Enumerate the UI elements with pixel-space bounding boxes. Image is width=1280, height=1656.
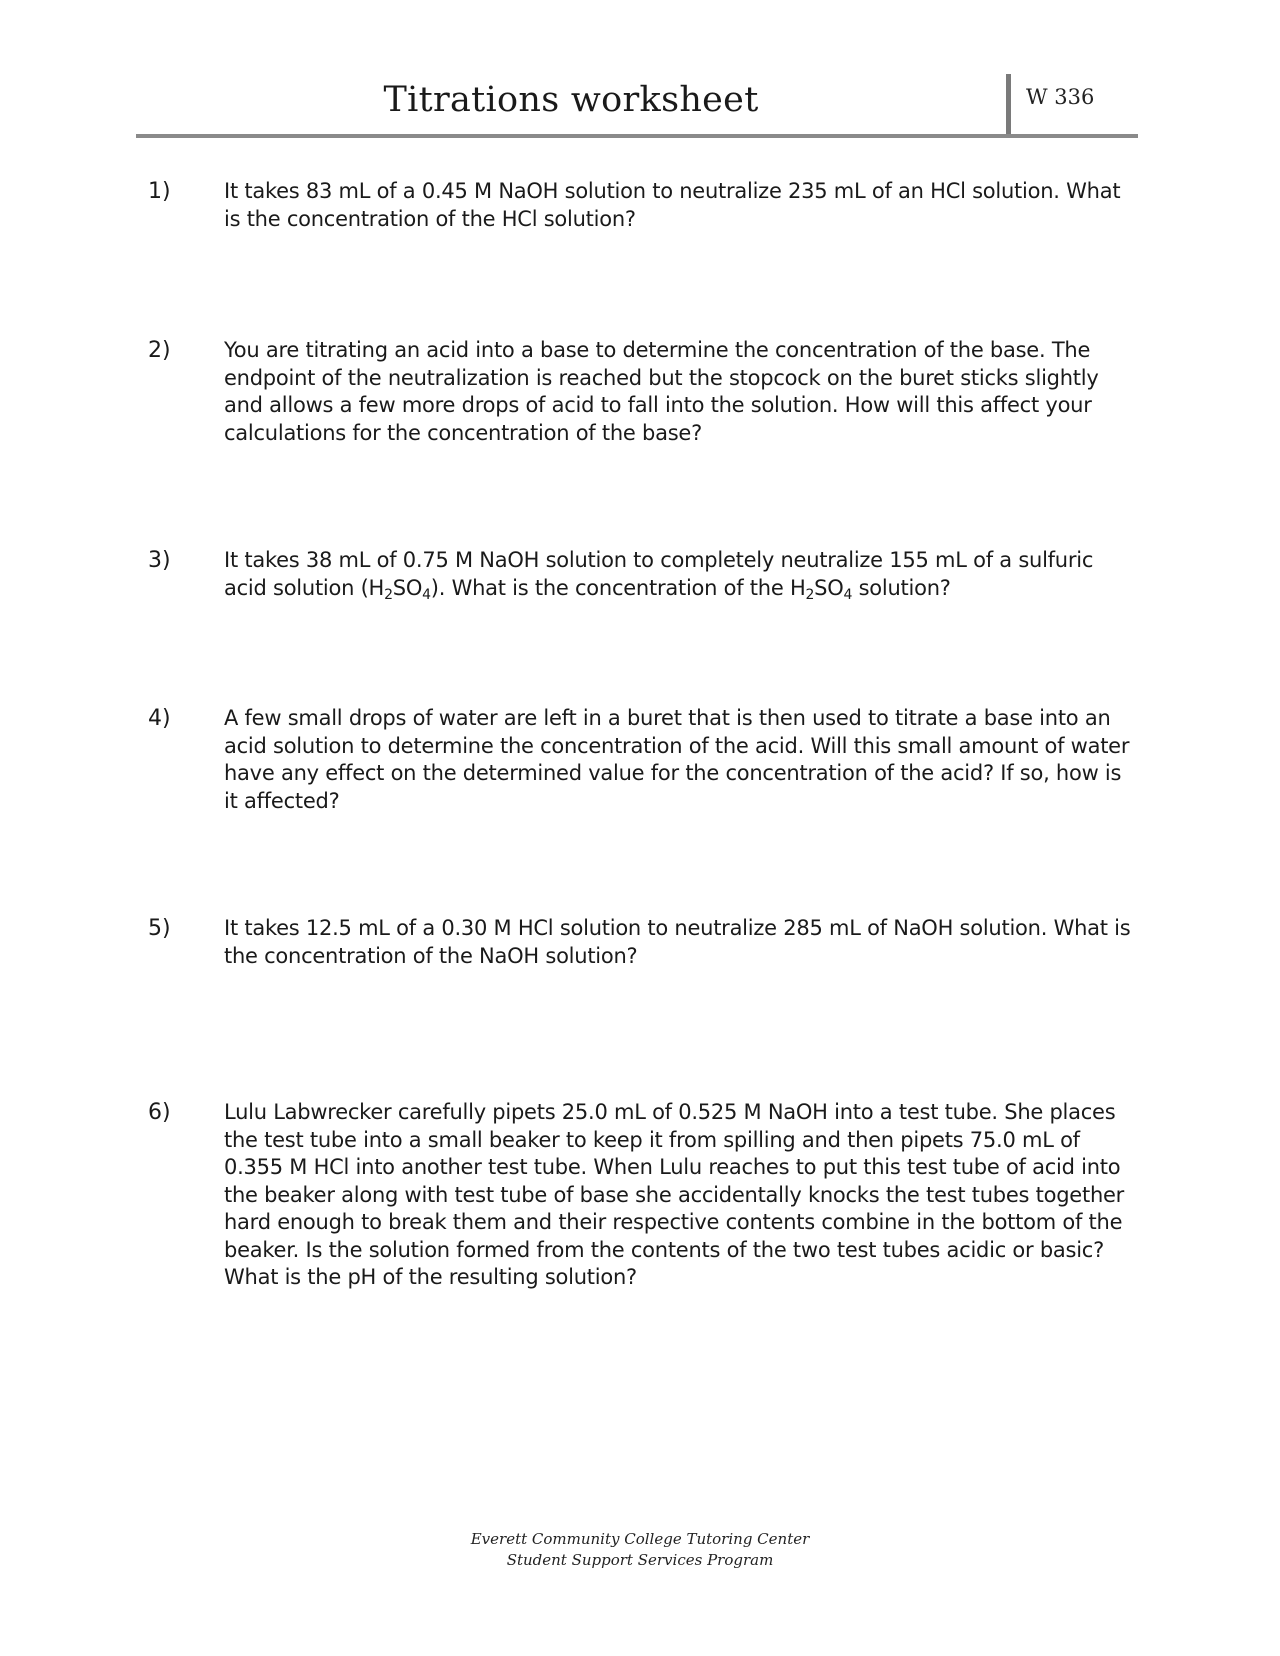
- question-number: 5): [148, 916, 171, 941]
- question-number: 6): [148, 1100, 171, 1125]
- worksheet-code: W 336: [1026, 85, 1095, 109]
- page-title: Titrations worksheet: [383, 80, 759, 120]
- question-number: 3): [148, 548, 171, 573]
- page-footer: [0, 1529, 1280, 1571]
- footer-line-2: Student Support Services Program: [506, 1551, 774, 1569]
- question-text: It takes 83 mL of a 0.45 M NaOH solution to neutralize 235 mL of an HCl solution. What is the concentration of the HCl solution?: [224, 179, 1121, 231]
- footer-line-1: Everett Community College Tutoring Center: [470, 1530, 810, 1548]
- worksheet-header: [136, 74, 1138, 136]
- question-text: You are titrating an acid into a base to determine the concentration of the base. The endpoint of the neutralization is reached but the stopcock on the buret sticks slightly and allows a few more drops of acid to fall into the solution. How will this affect your calculations for the concentration of the base?: [224, 338, 1099, 445]
- question-text: Lulu Labwrecker carefully pipets 25.0 mL of 0.525 M NaOH into a test tube. She places the test tube into a small beaker to keep it from spilling and then pipets 75.0 mL of 0.355 M HCl into another test tube. When Lulu reaches to put this test tube of acid into the beaker along with test tube of base she accidentally knocks the test tubes together hard enough to break them and their respective contents combine in the bottom of the beaker. Is the solution formed from the contents of the two test tubes acidic or basic? What is the pH of the resulting solution?: [224, 1100, 1125, 1289]
- header-rule: [136, 134, 1138, 138]
- question-text: It takes 38 mL of 0.75 M NaOH solution to completely neutralize 155 mL of a sulfuric acid solution $(H_2SO_4)$. What is the concentration of the $H_2SO_4$ solution?: [224, 548, 1094, 603]
- question-text: It takes 12.5 mL of a 0.30 M HCl solution to neutralize 285 mL of NaOH solution. What is the concentration of the NaOH solution?: [224, 916, 1131, 968]
- header-divider: [1006, 74, 1011, 136]
- question-text: A few small drops of water are left in a buret that is then used to titrate a base into an acid solution to determine the concentration of the acid. Will this small amount of water have any effect on the determined value for the concentration of the acid? If so, how is it affected?: [224, 706, 1130, 813]
- question-number: 2): [148, 338, 171, 363]
- question-number: 4): [148, 706, 171, 731]
- question-number: 1): [148, 179, 171, 204]
